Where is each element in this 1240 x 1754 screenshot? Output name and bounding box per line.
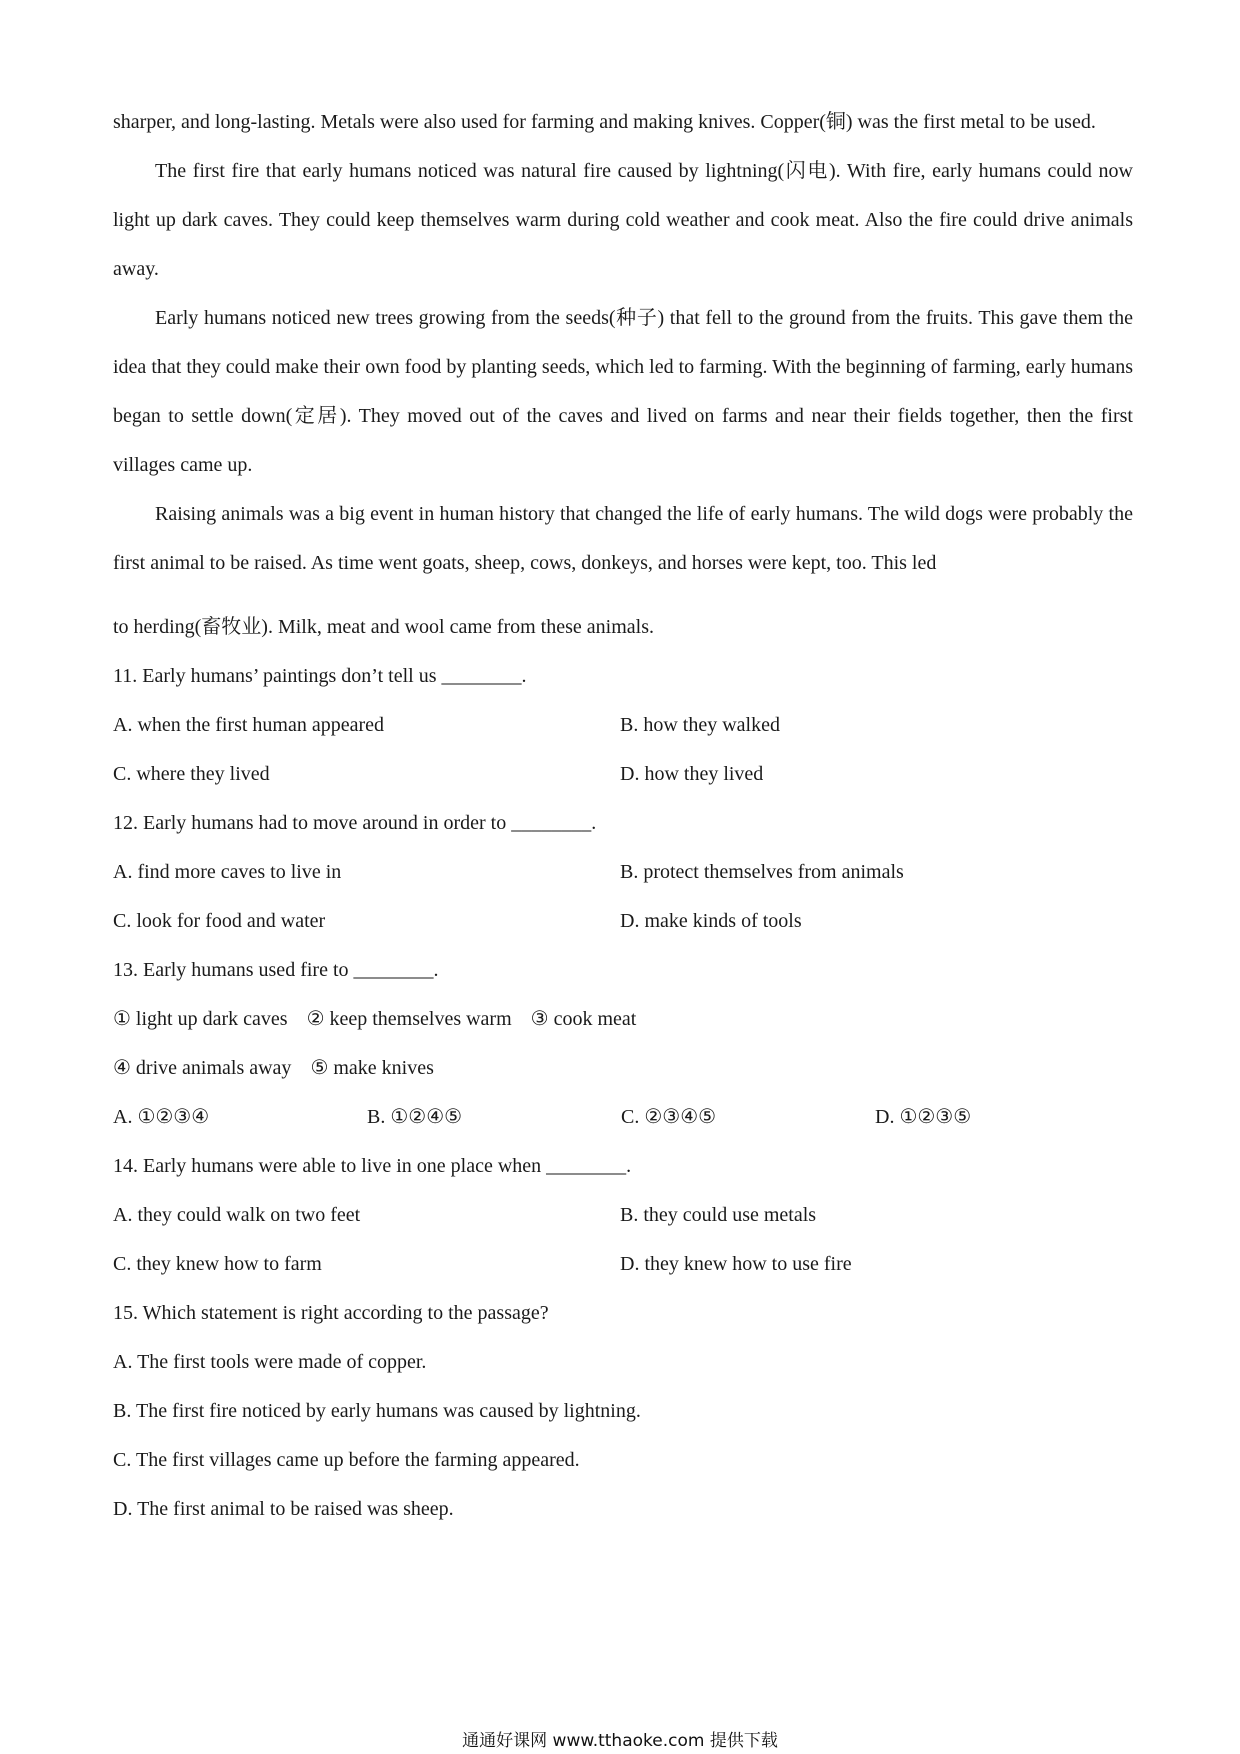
option-d: D. they knew how to use fire [620, 1253, 852, 1275]
numbered-choice: ⑤ make knives [310, 1057, 434, 1079]
document-page [113, 98, 1133, 1534]
option-a: A. ①②③④ [113, 1106, 210, 1128]
options-row [113, 1191, 1133, 1240]
option-c: C. The first villages came up before the farming appeared. [113, 1449, 580, 1471]
passage-paragraph: sharper, and long-lasting. Metals were also used for farming and making knives. Copper(铜) was the first metal to be used. [113, 111, 1096, 133]
options-row [113, 701, 1133, 750]
option-d: D. how they lived [620, 763, 764, 785]
option-a: A. they could walk on two feet [113, 1204, 361, 1226]
numbered-choices-row [113, 995, 1133, 1044]
option-d: D. The first animal to be raised was sheep. [113, 1498, 454, 1520]
numbered-choice: ② keep themselves warm [306, 1008, 512, 1030]
question-stem: 15. Which statement is right according to the passage? [113, 1302, 549, 1324]
option-a: A. find more caves to live in [113, 861, 342, 883]
option-b: B. how they walked [620, 714, 780, 736]
option-c: C. look for food and water [113, 910, 326, 932]
option-b: B. protect themselves from animals [620, 861, 904, 883]
question-stem: 12. Early humans had to move around in order to ________. [113, 812, 597, 834]
option-b: B. The first fire noticed by early humans was caused by lightning. [113, 1400, 641, 1422]
numbered-choice: ③ cook meat [530, 1008, 637, 1030]
option-c: C. ②③④⑤ [621, 1106, 717, 1128]
passage-paragraph: The first fire that early humans noticed was natural fire caused by lightning(闪电). With fire, early humans could now light up dark caves. They could keep themselves warm during cold weather and cook meat. Also the fire could drive animals away. [113, 160, 1133, 280]
numbered-choice: ④ drive animals away [113, 1057, 292, 1079]
option-b: B. ①②④⑤ [367, 1106, 463, 1128]
passage-paragraph-continued: to herding(畜牧业). Milk, meat and wool came from these animals. [113, 616, 654, 638]
option-a: A. when the first human appeared [113, 714, 385, 736]
options-row [113, 1240, 1133, 1289]
option-d: D. make kinds of tools [620, 910, 802, 932]
option-b: B. they could use metals [620, 1204, 817, 1226]
passage-paragraph: Raising animals was a big event in human history that changed the life of early humans. The wild dogs were probably the first animal to be raised. As time went goats, sheep, cows, donkeys, and horses were kept, too. This led [113, 503, 1133, 574]
question-stem: 11. Early humans’ paintings don’t tell us ________. [113, 665, 527, 687]
option-c: C. they knew how to farm [113, 1253, 322, 1275]
options-row [113, 1093, 1133, 1142]
numbered-choice: ① light up dark caves [113, 1008, 288, 1030]
options-row [113, 848, 1133, 897]
numbered-choices-row [113, 1044, 1133, 1093]
option-a: A. The first tools were made of copper. [113, 1351, 427, 1373]
question-stem: 13. Early humans used fire to ________. [113, 959, 439, 981]
question-stem: 14. Early humans were able to live in one place when ________. [113, 1155, 632, 1177]
option-d: D. ①②③⑤ [875, 1106, 972, 1128]
options-row [113, 897, 1133, 946]
page-footer: 通通好课网 www.tthaoke.com 提供下载 [462, 1731, 778, 1751]
option-c: C. where they lived [113, 763, 270, 785]
options-row [113, 750, 1133, 799]
passage-paragraph: Early humans noticed new trees growing from the seeds(种子) that fell to the ground from the fruits. This gave them the idea that they could make their own food by planting seeds, which led to farming. With the beginning of farming, early humans began to settle down(定居). They moved out of the caves and lived on farms and near their fields together, then the first villages came up. [113, 307, 1133, 476]
